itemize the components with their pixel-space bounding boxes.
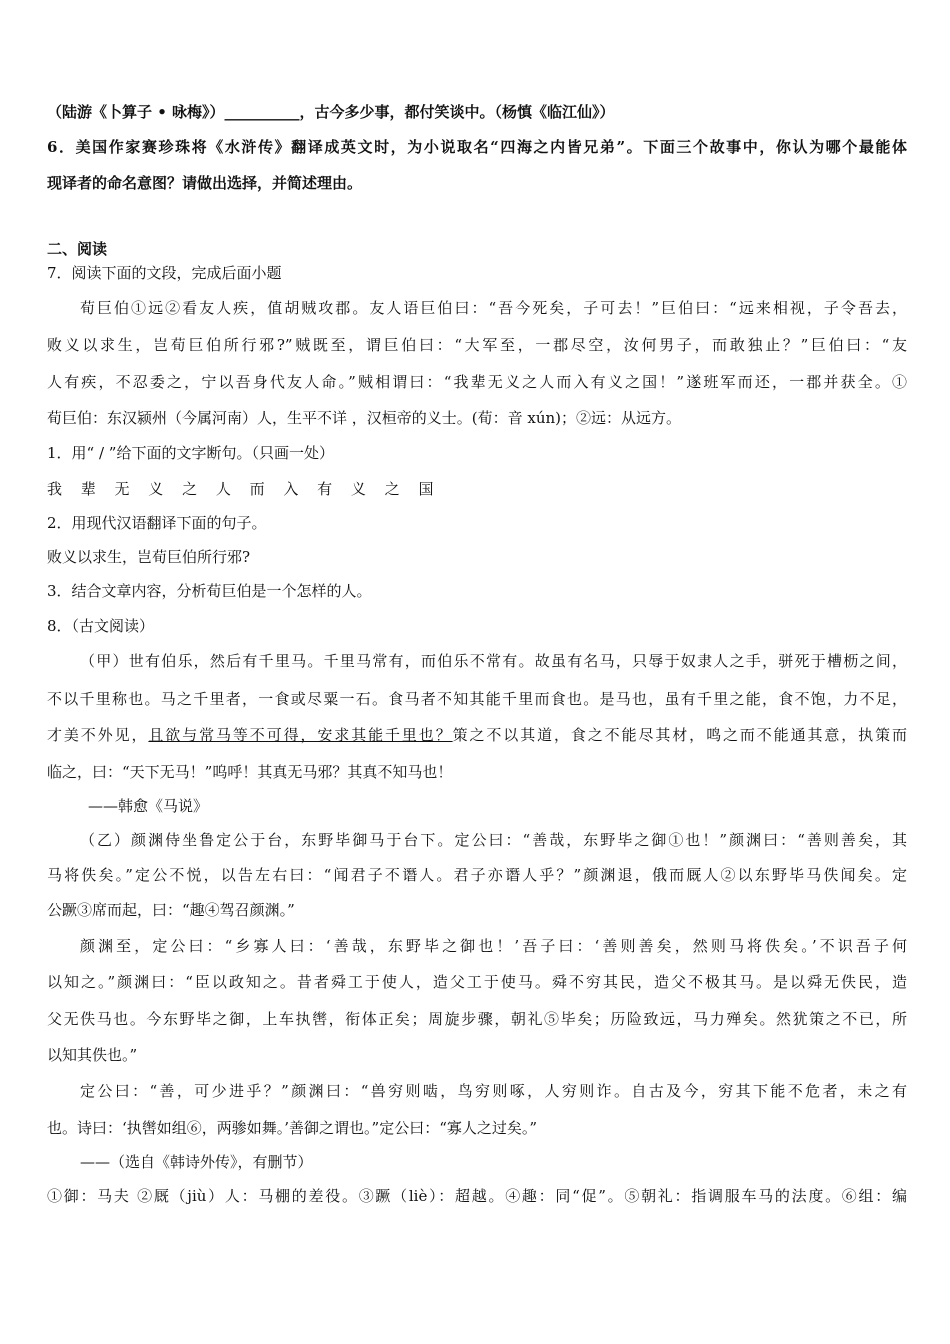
q8-jia-underlined-sentence: 且欲与常马等不可得，安求其能千里也？ [148, 726, 453, 744]
q8-yi-line: 公蹶③席而起，曰：“趣④驾召颜渊。” [47, 901, 295, 919]
q8-jia-line3-pre: 才美不外见， [47, 726, 149, 744]
q8-footnotes: ①御：马夫 ②厩（jiù）人：马棚的差役。③蹶（liè）：超越。④趣：同“促”。⑤朝礼：指调服车马的法度。⑥组：编 [47, 1187, 907, 1205]
q5-answer-blank: __________ [224, 103, 300, 121]
q7-sub-1: 1．用“ / ”给下面的文字断句。（只画一处） [47, 444, 334, 462]
q8-yi-line: 马将佚矣。”定公不悦，以告左右曰：“闻君子不谮人。君子亦谮人乎？”颜渊退，俄而厩人②以东野毕马佚闻矣。定 [47, 866, 907, 884]
q5-source-suffix: ，古今多少事，都付笑谈中。（杨慎《临江仙》） [299, 103, 615, 121]
q7-passage-note: 荀巨伯：东汉颍州（今属河南）人，生平不详 ，汉桓帝的义士。(荀：音 xún)；②远：从远方。 [47, 409, 682, 427]
q5-source-prefix: （陆游《卜算子 • 咏梅》） [47, 103, 225, 121]
q8-yi-line: 定公曰：“善，可少进乎？”颜渊曰：“兽穷则啮，鸟穷则啄，人穷则诈。自古及今，穷其下能不危者，未之有 [80, 1082, 907, 1100]
q8-jia-line3-post: 策之不以其道，食之不能尽其材，鸣之而不能通其意，执策而 [452, 726, 907, 744]
q7-passage-line: 败义以求生，岂荀巨伯所行邪?”贼既至，谓巨伯曰：“大军至，一郡尽空，汝何男子，而敢独止？”巨伯曰：“友 [47, 336, 907, 354]
q8-jia-line: 不以千里称也。马之千里者，一食或尽粟一石。食马者不知其能千里而食也。是马也，虽有千里之能，食不饱，力不足， [47, 690, 907, 708]
q8-yi-line: （乙）颜渊侍坐鲁定公于台，东野毕御马于台下。定公曰：“善哉，东野毕之御①也！”颜渊曰：“善则善矣，其 [80, 831, 907, 849]
q7-passage-line: 荀巨伯①远②看友人疾，值胡贼攻郡。友人语巨伯曰：“吾今死矣，子可去！”巨伯曰：“远来相视，子令吾去， [80, 299, 907, 317]
q8-yi-line: 以知之。”颜渊曰：“臣以政知之。昔者舜工于使人，造父工于使马。舜不穷其民，造父不极其马。是以舜无佚民，造 [47, 973, 907, 991]
q8-jia-source: ——韩愈《马说》 [88, 797, 209, 815]
q8-yi-line: 父无佚马也。今东野毕之御，上车执辔，衔体正矣；周旋步骤，朝礼⑤毕矣；历险致远，马力殚矣。然犹策之不已，所 [47, 1010, 907, 1028]
q7-sub-3: 3．结合文章内容，分析荀巨伯是一个怎样的人。 [47, 582, 372, 600]
q7-prompt: 7．阅读下面的文段，完成后面小题 [47, 264, 282, 282]
q8-yi-line: 颜渊至，定公曰：“乡寡人曰：‘善哉，东野毕之御也！’吾子曰：‘善则善矣，然则马将佚矣。’不识吾子何 [80, 937, 907, 955]
q7-passage-line: 人有疾，不忍委之，宁以吾身代友人命。”贼相谓曰：“我辈无义之人而入有义之国！”遂班军而还，一郡并获全。① [47, 373, 907, 391]
q8-yi-source: ——（选自《韩诗外传》，有删节） [80, 1153, 313, 1171]
q6-line-2: 现译者的命名意图？请做出选择，并简述理由。 [47, 174, 363, 192]
q7-sub-1-text: 我 辈 无 义 之 人 而 入 有 义 之 国 [47, 480, 441, 498]
q8-jia-line: （甲）世有伯乐，然后有千里马。千里马常有，而伯乐不常有。故虽有名马，只辱于奴隶人之手，骈死于槽枥之间， [80, 652, 907, 670]
q5-tail-line [47, 101, 907, 123]
q8-jia-line [47, 724, 907, 746]
section-2-heading: 二、阅读 [47, 240, 108, 258]
q8-prompt: 8．（古文阅读） [47, 617, 155, 635]
q8-jia-line: 临之，曰：“天下无马！”呜呼！其真无马邪？其真不知马也！ [47, 763, 453, 781]
q6-line-1: 6．美国作家赛珍珠将《水浒传》翻译成英文时，为小说取名“四海之内皆兄弟”。下面三个故事中，你认为哪个最能体 [47, 138, 907, 156]
q8-yi-line: 以知其佚也。” [47, 1046, 138, 1064]
q8-yi-line: 也。诗曰：‘执辔如组⑥，两骖如舞。’善御之谓也。”定公曰：“寡人之过矣。” [47, 1119, 538, 1137]
q7-sub-2-text: 败义以求生，岂荀巨伯所行邪? [47, 548, 251, 566]
q7-sub-2: 2．用现代汉语翻译下面的句子。 [47, 514, 267, 532]
